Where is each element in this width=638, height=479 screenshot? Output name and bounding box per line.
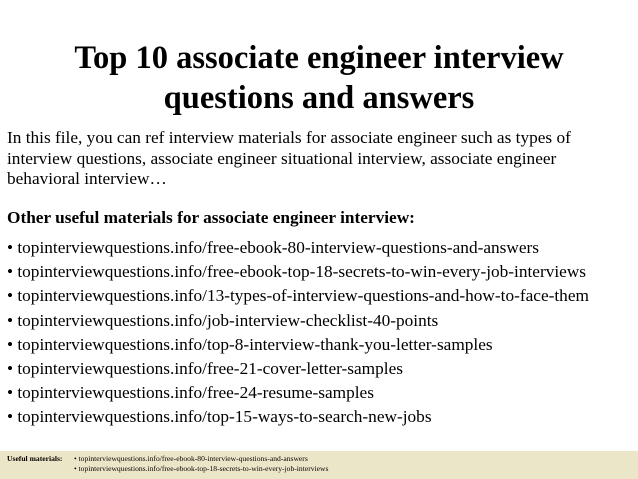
footer-link[interactable]: • topinterviewquestions.info/free-ebook-80-interview-questions-and-answers: [74, 454, 308, 463]
material-link[interactable]: • topinterviewquestions.info/free-24-resume-samples: [7, 383, 374, 403]
footer-label: Useful materials:: [7, 454, 63, 463]
material-link[interactable]: • topinterviewquestions.info/top-15-ways-to-search-new-jobs: [7, 407, 432, 427]
material-link[interactable]: • topinterviewquestions.info/top-8-interview-thank-you-letter-samples: [7, 334, 493, 354]
material-link[interactable]: • topinterviewquestions.info/free-ebook-80-interview-questions-and-answers: [7, 238, 540, 257]
footer-bar: [0, 451, 638, 479]
material-link[interactable]: • topinterviewquestions.info/job-interview-checklist-40-points: [7, 310, 439, 330]
footer-links: [74, 454, 328, 474]
intro-paragraph: In this file, you can ref interview materials for associate engineer such as types of interview questions, associate engineer situational interview, associate engineer behavioral interview…: [7, 128, 571, 188]
footer-link[interactable]: • topinterviewquestions.info/free-ebook-top-18-secrets-to-win-every-job-interviews: [74, 464, 329, 473]
material-link[interactable]: • topinterviewquestions.info/13-types-of-interview-questions-and-how-to-face-them: [7, 286, 589, 306]
material-link[interactable]: • topinterviewquestions.info/free-ebook-top-18-secrets-to-win-every-job-interviews: [7, 262, 587, 282]
page-title: Top 10 associate engineer interview questions and answers: [74, 40, 564, 116]
materials-list: [7, 236, 635, 430]
material-link[interactable]: • topinterviewquestions.info/free-21-cover-letter-samples: [7, 359, 403, 379]
materials-heading: Other useful materials for associate engineer interview:: [7, 208, 415, 227]
